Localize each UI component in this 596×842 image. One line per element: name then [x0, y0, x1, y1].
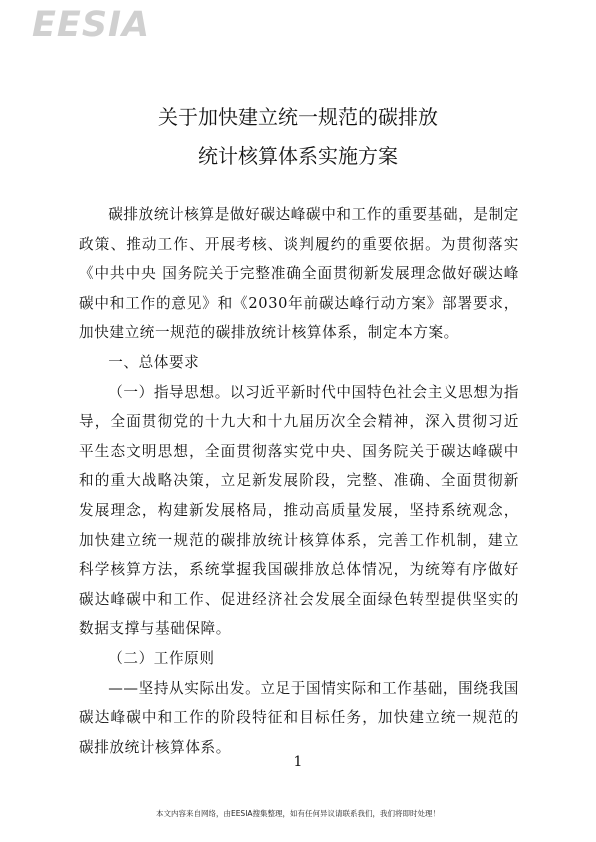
section-heading-general-requirements: 一、总体要求	[108, 353, 200, 371]
document-body	[79, 200, 519, 762]
document-title-line-1: 关于加快建立统一规范的碳排放	[158, 105, 438, 129]
page-number: 1	[293, 754, 303, 770]
document-title-line-2: 统计核算体系实施方案	[198, 144, 398, 168]
intro-paragraph: 碳排放统计核算是做好碳达峰碳中和工作的重要基础，是制定政策、推动工作、开展考核、谈判履约的重要依据。为贯彻落实《中共中央 国务院关于完整准确全面贯彻新发展理念做好碳达峰碳中和工作的意见》和《2030年前碳达峰行动方案》部署要求，加快建立统一规范的碳排放统计核算体系，制定本方案。	[79, 206, 519, 342]
subsection-heading-work-principles: （二）工作原则	[108, 649, 215, 667]
eesia-logo: EESIA	[32, 5, 151, 45]
guiding-ideology-paragraph: （一）指导思想。以习近平新时代中国特色社会主义思想为指导，全面贯彻党的十九大和十九届历次全会精神，深入贯彻习近平生态文明思想，全面贯彻落实党中央、国务院关于碳达峰碳中和的重大战略决策，立足新发展阶段，完整、准确、全面贯彻新发展理念，构建新发展格局，推动高质量发展，坚持系统观念，加快建立统一规范的碳排放统计核算体系，完善工作机制，建立科学核算方法，系统掌握我国碳排放总体情况，为统筹有序做好碳达峰碳中和工作、促进经济社会发展全面绿色转型提供坚实的数据支撑与基础保障。	[79, 383, 519, 638]
footer-disclaimer: 本文内容来自网络，由EESIA搜集整理，如有任何异议请联系我们，我们将即时处理！	[155, 809, 441, 818]
principle-paragraph: ——坚持从实际出发。立足于国情实际和工作基础，围绕我国碳达峰碳中和工作的阶段特征和目标任务，加快建立统一规范的碳排放统计核算体系。	[79, 679, 519, 756]
